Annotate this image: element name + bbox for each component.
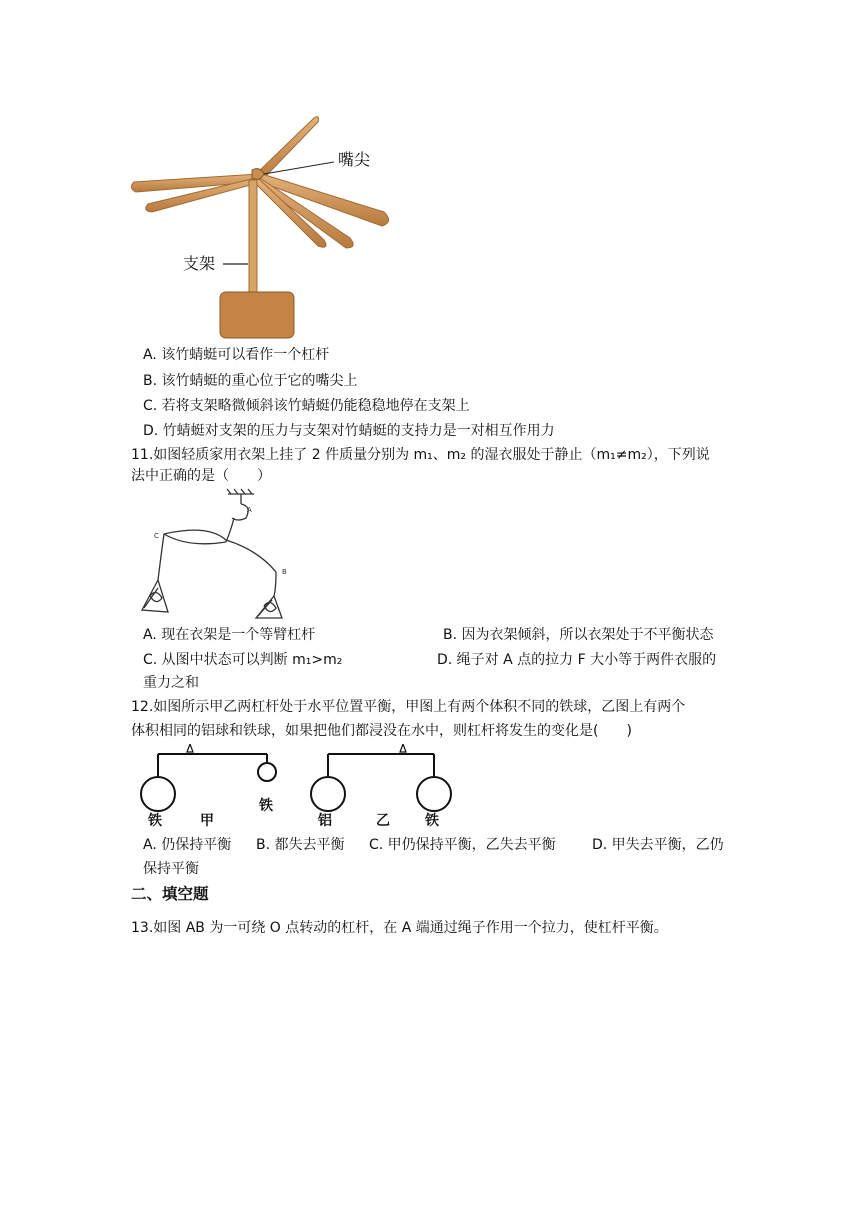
q12-option-b: B. 都失去平衡: [256, 837, 345, 853]
q12-stem-line2: 体积相同的铝球和铁球，如果把他们都浸没在水中，则杠杆将发生的变化是( ): [131, 723, 632, 739]
q12-option-c: C. 甲仍保持平衡，乙失去平衡: [369, 837, 556, 853]
section-title-fill-in: 二、填空题: [131, 885, 209, 903]
q11-option-b: B. 因为衣架倾斜，所以衣架处于不平衡状态: [443, 627, 714, 643]
q12-option-d-line2: 保持平衡: [143, 861, 199, 877]
q11-option-c: C. 从图中状态可以判断 m₁>m₂: [143, 652, 343, 668]
q11-option-a: A. 现在衣架是一个等臂杠杆: [143, 627, 316, 643]
q13-stem: 13.如图 AB 为一可绕 O 点转动的杠杆，在 A 端通过绳子作用一个拉力，使杠杆平衡。: [131, 920, 668, 936]
yi-left-ball-label: 铝: [318, 813, 332, 829]
q11-option-d-line1: D. 绳子对 A 点的拉力 F 大小等于两件衣服的: [437, 652, 717, 668]
levers-figure: [136, 744, 456, 834]
jia-lever-name: 甲: [200, 813, 214, 829]
q10-option-b: B. 该竹蜻蜓的重心位于它的嘴尖上: [143, 373, 358, 389]
clothes-hanger-figure: [128, 488, 298, 622]
q10-option-c: C. 若将支架略微倾斜该竹蜻蜓仍能稳稳地停在支架上: [143, 398, 470, 414]
jia-right-ball-label: 铁: [259, 798, 273, 814]
q12-option-d-line1: D. 甲失去平衡，乙仍: [592, 837, 724, 853]
q12-stem-line1: 12.如图所示甲乙两杠杆处于水平位置平衡，甲图上有两个体积不同的铁球，乙图上有两个: [131, 699, 686, 715]
jia-left-ball-label: 铁: [148, 813, 162, 829]
label-stand: 支架: [183, 254, 216, 273]
hanger-label-a: A: [247, 506, 252, 514]
bamboo-dragonfly-figure: [128, 112, 408, 342]
q10-option-a: A. 该竹蜻蜓可以看作一个杠杆: [143, 347, 330, 363]
yi-right-ball-label: 铁: [425, 813, 439, 829]
q11-stem-line2: 法中正确的是（ ）: [131, 468, 271, 484]
q11-stem-line1: 11.如图轻质家用衣架上挂了 2 件质量分别为 m₁、m₂ 的湿衣服处于静止（m₁≠m₂），下列说: [131, 447, 710, 463]
q12-option-a: A. 仍保持平衡: [143, 837, 232, 853]
yi-lever-name: 乙: [376, 813, 390, 829]
hanger-label-b: B: [282, 568, 287, 576]
label-tip: 嘴尖: [338, 150, 371, 169]
hanger-label-c: C: [154, 532, 159, 540]
q10-option-d: D. 竹蜻蜓对支架的压力与支架对竹蜻蜓的支持力是一对相互作用力: [143, 423, 555, 439]
q11-option-d-line2: 重力之和: [143, 675, 199, 691]
